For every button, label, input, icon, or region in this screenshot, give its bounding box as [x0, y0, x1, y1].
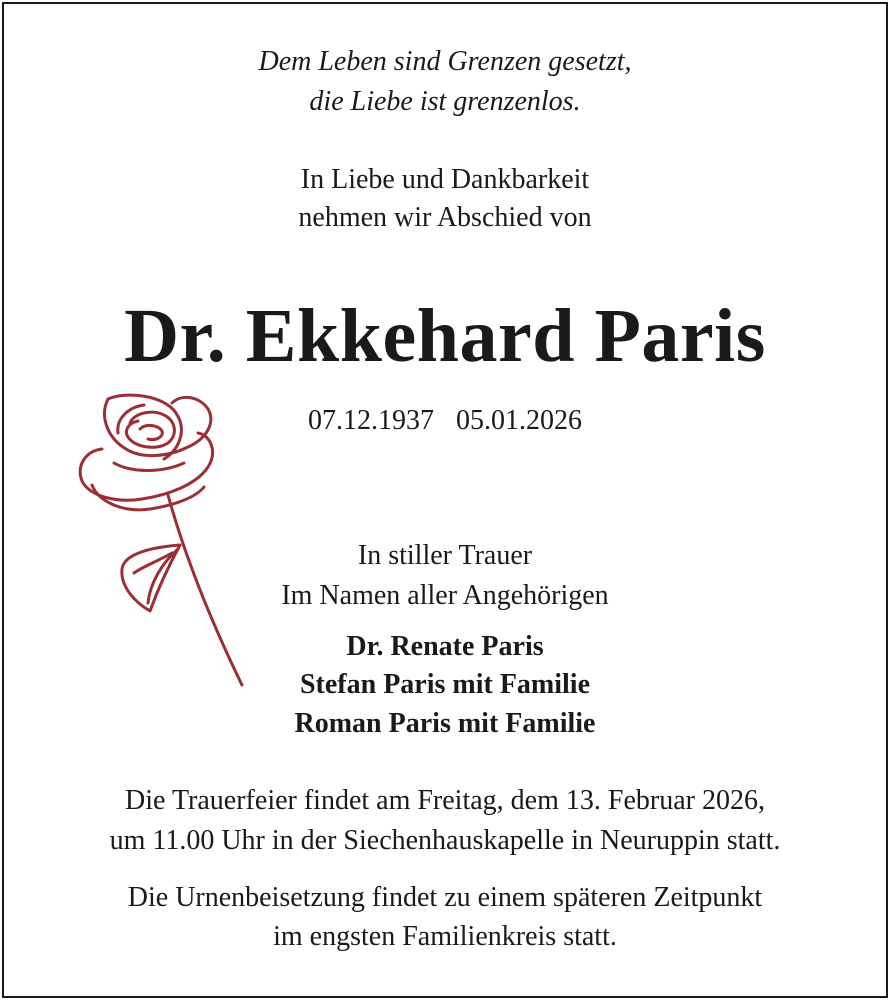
funeral-line-1: Die Trauerfeier findet am Freitag, dem 13. Februar 2026,	[125, 785, 765, 816]
intro-line-2: nehmen wir Abschied von	[298, 202, 592, 233]
intro-line-1: In Liebe und Dankbarkeit	[300, 164, 590, 195]
mourning-line-1: In stiller Trauer	[357, 540, 533, 571]
family-member: Dr. Renate Paris	[346, 631, 544, 662]
burial-line-1: Die Urnenbeisetzung findet zu einem späteren Zeitpunkt	[127, 882, 763, 913]
deceased-name: Dr. Ekkehard Paris	[124, 294, 766, 378]
burial-line-2: im engsten Familienkreis statt.	[273, 921, 617, 952]
motto-line-2: die Liebe ist grenzenlos.	[309, 86, 581, 117]
funeral-line-2: um 11.00 Uhr in der Siechenhauskapelle in Neuruppin statt.	[109, 825, 781, 856]
death-date: 05.01.2026	[456, 405, 582, 436]
birth-date: 07.12.1937	[308, 405, 434, 436]
family-member: Roman Paris mit Familie	[294, 708, 596, 739]
family-member: Stefan Paris mit Familie	[299, 669, 591, 700]
mourning-line-2: Im Namen aller Angehörigen	[281, 580, 609, 611]
motto-line-1: Dem Leben sind Grenzen gesetzt,	[258, 46, 632, 77]
